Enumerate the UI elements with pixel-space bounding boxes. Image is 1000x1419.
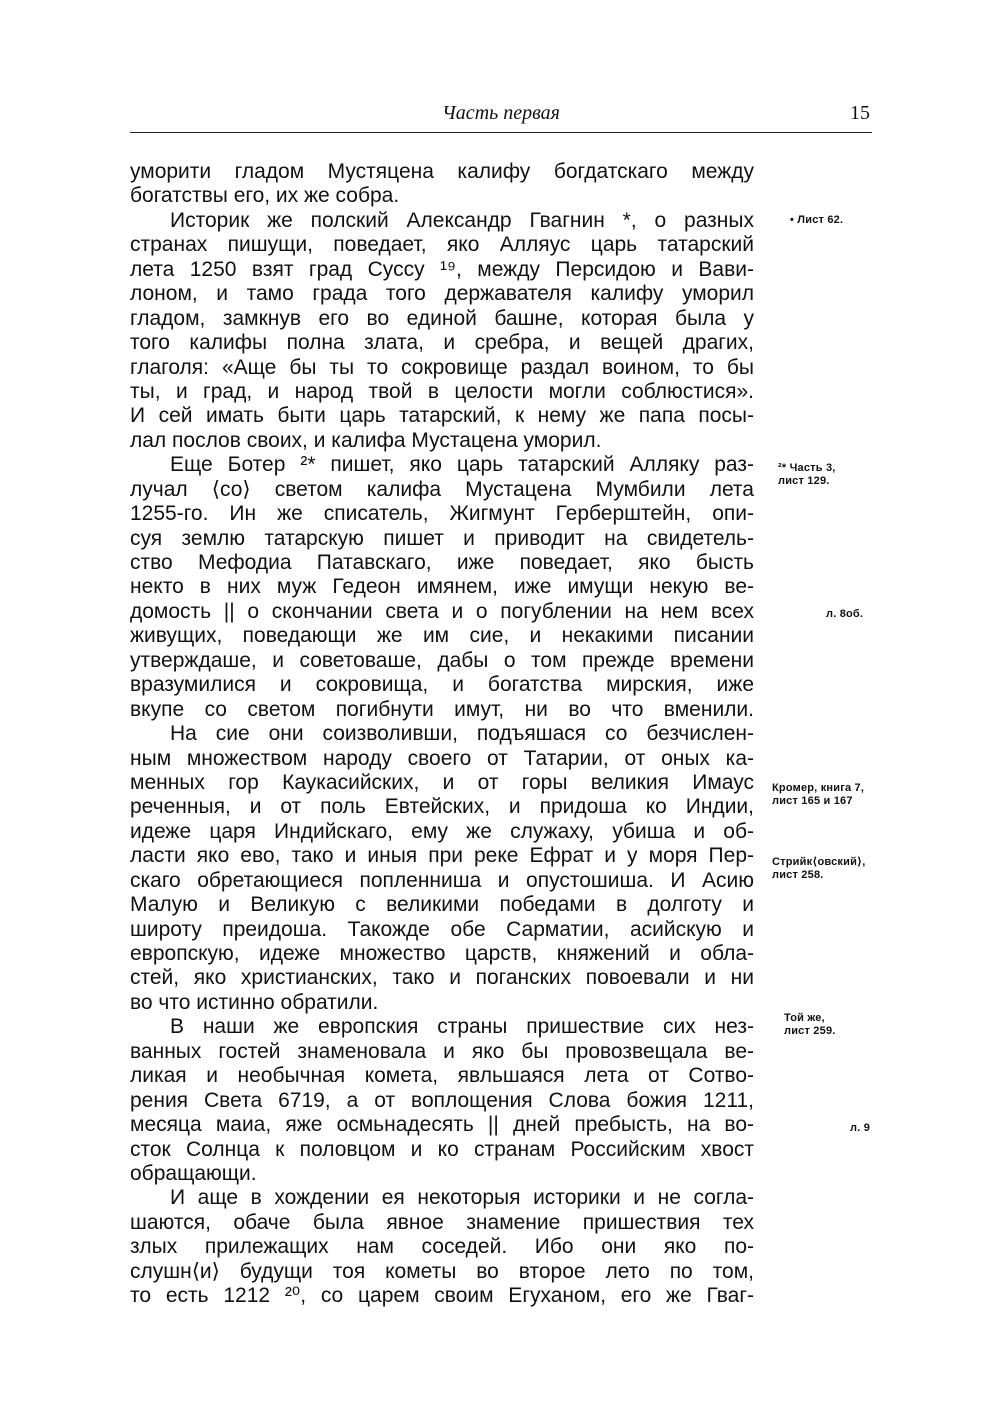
text-line: широту преидоша. Такожде обе Сарматии, асийскую и <box>130 917 754 941</box>
text-line: лучал ⟨со⟩ светом калифа Мустацена Мумбили лета <box>130 477 754 501</box>
text-line: вкупе со светом погибнути имут, ни во что вменили. <box>130 697 754 721</box>
text-line: На сие они соизволивши, подъяшася со безчислен- <box>170 722 754 746</box>
text-line: ство Мефодиа Патавскаго, иже поведает, яко бысть <box>130 551 754 574</box>
text-line: скаго обретающиеся попленниша и опустошиша. И Асию <box>130 868 754 892</box>
text-line: некто в них муж Гедеон имянем, иже имущи некую ве- <box>130 575 754 599</box>
text-line: Малую и Великую с великими победами в долготу и <box>130 893 754 917</box>
text-line: Историк же полский Александр Гвагнин *, о разных <box>170 208 754 232</box>
margin-note-stryjkowski: Стрийк⟨овский⟩, лист 258. <box>772 856 866 881</box>
text-line: лал послов своих, и калифа Мустацена уморил. <box>130 428 602 452</box>
text-line: вразумилися и сокровища, и богатства мирския, иже <box>130 673 754 697</box>
margin-note-same-259: Той же, лист 259. <box>784 1012 836 1037</box>
running-header <box>130 100 872 133</box>
text-line: ванных гостей знаменовала и яко бы провозвещала ве- <box>130 1039 754 1063</box>
text-line: ликая и необычная комета, явльшаяся лета от Сотво- <box>130 1064 754 1088</box>
text-line: 1255-го. Ин же списатель, Жигмунт Герберштейн, опи- <box>130 502 754 526</box>
running-title: Часть первая <box>442 102 560 124</box>
text-line: менных гор Каукасийских, и от горы великия Имаус <box>130 770 754 794</box>
text-line: месяца маиа, яже осмьнадесять || дней пребысть, на во- <box>130 1113 754 1137</box>
text-line: то есть 1212 ²⁰, со царем своим Егуханом, его же Гваг- <box>130 1284 754 1308</box>
text-line: гладом, замкнув его во единой башне, которая была у <box>130 306 754 330</box>
margin-note-part-3: ²* Часть 3, лист 129. <box>778 462 836 487</box>
text-line: рения Света 6719, а от воплощения Слова божия 1211, <box>130 1088 754 1112</box>
text-line: странах пишущи, поведает, яко Алляус царь татарский <box>130 233 754 257</box>
text-line: уморити гладом Мустяцена калифу богдатскаго между <box>130 160 754 183</box>
margin-note-kromer: Кромер, книга 7, лист 165 и 167 <box>772 782 865 807</box>
text-line: лета 1250 взят град Суссу ¹⁹, между Персидою и Вави- <box>130 257 754 281</box>
text-line: того калифы полна злата, и сребра, и вещей драгих, <box>130 331 754 355</box>
margin-note-sheet-62: • Лист 62. <box>790 214 844 226</box>
text-line: И аще в хождении ея некоторыя историки и не согла- <box>170 1186 754 1210</box>
main-text <box>130 160 754 1309</box>
margin-note-folio-8v: л. 8об. <box>826 608 864 620</box>
text-line: ным множеством народу своего от Татарии, от оных ка- <box>130 746 754 770</box>
text-line: домость || о скончании света и о погублении на нем всех <box>130 599 754 623</box>
text-line: суя землю татарскую пишет и приводит на свидетель- <box>130 526 754 550</box>
text-line: живущих, поведающи же им сие, и некакими писании <box>130 624 754 648</box>
text-line: европскую, идеже множество царств, княжений и обла- <box>130 942 754 965</box>
text-line: сток Солнца к половцом и ко странам Российским хвост <box>130 1137 754 1161</box>
text-line: И сей имать быти царь татарский, к нему же папа посы- <box>130 404 754 428</box>
text-line: слушн⟨и⟩ будущи тоя кометы во второе лето по том, <box>130 1259 754 1283</box>
text-line: Еще Ботер ²* пишет, яко царь татарский Алляку раз- <box>170 453 754 477</box>
text-line: глаголя: «Аще бы ты то сокровище раздал воином, то бы <box>130 355 754 379</box>
text-line: В наши же европския страны пришествие сих нез- <box>170 1015 754 1039</box>
text-line: во что истинно обратили. <box>130 990 379 1014</box>
text-line: лоном, и тамо града того державателя калифу уморил <box>130 282 754 306</box>
text-line: стей, яко христианских, тако и поганских повоевали и ни <box>130 966 754 990</box>
text-line: ты, и град, и народ твой в целости могли соблюстися». <box>130 379 754 403</box>
page-number: 15 <box>850 102 870 124</box>
text-line: реченныя, и от поль Евтейских, и придоша ко Индии, <box>130 795 754 819</box>
text-line: богатствы его, их же собра. <box>130 184 400 208</box>
margin-note-folio-9: л. 9 <box>850 1122 871 1134</box>
text-line: шаются, обаче была явное знамение пришествия тех <box>130 1210 754 1234</box>
text-line: идеже царя Индийскаго, ему же служаху, убиша и об- <box>130 819 754 843</box>
text-line: утверждаше, и советоваше, дабы о том прежде времени <box>130 648 754 672</box>
text-line: ласти яко ево, тако и иныя при реке Ефрат и у моря Пер- <box>130 844 754 868</box>
text-line: обращающи. <box>130 1161 257 1185</box>
text-line: злых прилежащих нам соседей. Ибо они яко по- <box>130 1235 754 1259</box>
